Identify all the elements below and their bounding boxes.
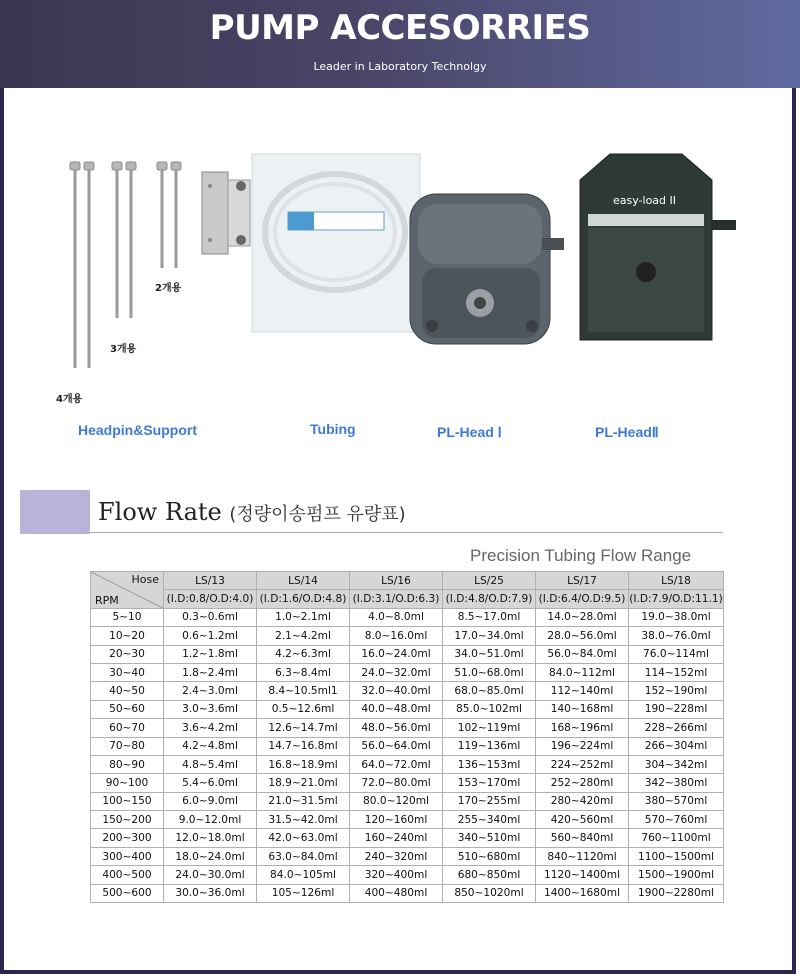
flow-table-subtitle: Precision Tubing Flow Range: [470, 546, 692, 565]
flow-cell: 38.0~76.0ml: [629, 627, 724, 645]
flow-cell: 160~240ml: [350, 829, 443, 847]
flow-cell: 252~280ml: [536, 774, 629, 792]
flow-cell: 56.0~84.0ml: [536, 645, 629, 663]
flow-cell: 76.0~114ml: [629, 645, 724, 663]
flow-cell: 153~170ml: [443, 774, 536, 792]
rpm-cell: 40~50: [91, 682, 164, 700]
flow-cell: 1120~1400ml: [536, 866, 629, 884]
flow-cell: 1900~2280ml: [629, 884, 724, 902]
flow-cell: 510~680ml: [443, 847, 536, 865]
flow-cell: 16.8~18.9ml: [257, 755, 350, 773]
headpin-3-label: 3개용: [110, 344, 137, 355]
table-row: [91, 811, 724, 829]
flow-cell: 380~570ml: [629, 792, 724, 810]
flow-cell: 850~1020ml: [443, 884, 536, 902]
flow-cell: 304~342ml: [629, 755, 724, 773]
flow-cell: 170~255ml: [443, 792, 536, 810]
flow-cell: 114~152ml: [629, 663, 724, 681]
flow-cell: 12.0~18.0ml: [164, 829, 257, 847]
hose-header: LS/17: [536, 572, 629, 590]
flow-rate-heading: [20, 490, 723, 534]
rpm-cell: 500~600: [91, 884, 164, 902]
flow-cell: 8.0~16.0ml: [350, 627, 443, 645]
flow-cell: 80.0~120ml: [350, 792, 443, 810]
flow-cell: 320~400ml: [350, 866, 443, 884]
flow-cell: 0.5~12.6ml: [257, 700, 350, 718]
table-row: [91, 645, 724, 663]
rpm-cell: 80~90: [91, 755, 164, 773]
flow-cell: 21.0~31.5ml: [257, 792, 350, 810]
product-label-tubing: Tubing: [310, 421, 356, 437]
flow-cell: 4.2~6.3ml: [257, 645, 350, 663]
flow-cell: 119~136ml: [443, 737, 536, 755]
dims-header: (I.D:6.4/O.D:9.5): [536, 590, 629, 608]
flow-cell: 18.0~24.0ml: [164, 847, 257, 865]
flow-cell: 136~153ml: [443, 755, 536, 773]
flow-cell: 1.2~1.8ml: [164, 645, 257, 663]
flow-cell: 570~760ml: [629, 811, 724, 829]
flow-cell: 342~380ml: [629, 774, 724, 792]
flow-cell: 224~252ml: [536, 755, 629, 773]
flow-cell: 42.0~63.0ml: [257, 829, 350, 847]
flow-cell: 16.0~24.0ml: [350, 645, 443, 663]
flow-cell: 1.0~2.1ml: [257, 608, 350, 626]
flow-cell: 240~320ml: [350, 847, 443, 865]
table-row: [91, 755, 724, 773]
table-row: [91, 737, 724, 755]
flow-cell: 63.0~84.0ml: [257, 847, 350, 865]
flow-cell: 280~420ml: [536, 792, 629, 810]
headpin-4-label: 4개용: [56, 394, 83, 405]
flow-cell: 680~850ml: [443, 866, 536, 884]
table-row: [91, 829, 724, 847]
flow-cell: 196~224ml: [536, 737, 629, 755]
dims-header: (I.D:7.9/O.D:11.1): [629, 590, 724, 608]
page-title: PUMP ACCESORRIES: [209, 8, 591, 48]
table-row: [91, 700, 724, 718]
flow-cell: 102~119ml: [443, 719, 536, 737]
rpm-cell: 70~80: [91, 737, 164, 755]
flow-cell: 3.6~4.2ml: [164, 719, 257, 737]
flow-cell: 420~560ml: [536, 811, 629, 829]
flow-cell: 6.0~9.0ml: [164, 792, 257, 810]
flow-cell: 1500~1900ml: [629, 866, 724, 884]
flow-cell: 5.4~6.0ml: [164, 774, 257, 792]
flow-cell: 190~228ml: [629, 700, 724, 718]
product-images: [40, 140, 770, 450]
flow-cell: 112~140ml: [536, 682, 629, 700]
pl-head-2-icon: [580, 154, 736, 340]
flow-cell: 4.2~4.8ml: [164, 737, 257, 755]
flow-cell: 12.6~14.7ml: [257, 719, 350, 737]
flow-cell: 0.6~1.2ml: [164, 627, 257, 645]
flow-cell: 24.0~32.0ml: [350, 663, 443, 681]
flow-cell: 19.0~38.0ml: [629, 608, 724, 626]
heading-divider: [90, 532, 723, 533]
table-dims-row: [91, 590, 724, 608]
flow-cell: 760~1100ml: [629, 829, 724, 847]
rpm-cell: 30~40: [91, 663, 164, 681]
hose-header: LS/16: [350, 572, 443, 590]
flow-cell: 84.0~105ml: [257, 866, 350, 884]
table-row: [91, 719, 724, 737]
headpin-2-label: 2개용: [155, 283, 182, 294]
hose-header: LS/25: [443, 572, 536, 590]
hose-header: LS/18: [629, 572, 724, 590]
table-row: [91, 663, 724, 681]
flow-cell: 84.0~112ml: [536, 663, 629, 681]
flow-cell: 2.1~4.2ml: [257, 627, 350, 645]
flow-cell: 28.0~56.0ml: [536, 627, 629, 645]
flow-cell: 400~480ml: [350, 884, 443, 902]
flow-cell: 14.0~28.0ml: [536, 608, 629, 626]
rpm-cell: 300~400: [91, 847, 164, 865]
flow-cell: 266~304ml: [629, 737, 724, 755]
rpm-cell: 5~10: [91, 608, 164, 626]
flow-cell: 2.4~3.0ml: [164, 682, 257, 700]
flow-cell: 340~510ml: [443, 829, 536, 847]
table-row: [91, 608, 724, 626]
hose-header: LS/14: [257, 572, 350, 590]
product-label-pl-head-2: PL-HeadⅡ: [595, 424, 659, 440]
table-row: [91, 847, 724, 865]
heading-swatch: [20, 490, 90, 534]
table-body: [91, 608, 724, 902]
flow-cell: 31.5~42.0ml: [257, 811, 350, 829]
table-header-row: [91, 572, 724, 590]
dims-header: (I.D:3.1/O.D:6.3): [350, 590, 443, 608]
flow-cell: 30.0~36.0ml: [164, 884, 257, 902]
flow-cell: 255~340ml: [443, 811, 536, 829]
flow-cell: 840~1120ml: [536, 847, 629, 865]
rpm-cell: 150~200: [91, 811, 164, 829]
pl-head-1-icon: [410, 194, 564, 344]
flow-cell: 6.3~8.4ml: [257, 663, 350, 681]
flow-cell: 0.3~0.6ml: [164, 608, 257, 626]
dims-header: (I.D:1.6/O.D:4.8): [257, 590, 350, 608]
flow-cell: 228~266ml: [629, 719, 724, 737]
product-label-pl-head-1: PL-Head Ⅰ: [437, 424, 502, 440]
flow-cell: 4.8~5.4ml: [164, 755, 257, 773]
header-corner-cell: [91, 572, 164, 609]
table-row: [91, 792, 724, 810]
flow-cell: 14.7~16.8ml: [257, 737, 350, 755]
flow-cell: 8.4~10.5ml1: [257, 682, 350, 700]
product-label-headpin: Headpin&Support: [78, 422, 197, 438]
flow-rate-title-ko: (정량이송펌프 유량표): [229, 504, 406, 525]
rpm-cell: 20~30: [91, 645, 164, 663]
product-illustrations: [40, 140, 770, 450]
support-bracket-icon: [202, 172, 250, 254]
flow-cell: 48.0~56.0ml: [350, 719, 443, 737]
flow-cell: 3.0~3.6ml: [164, 700, 257, 718]
flow-cell: 1.8~2.4ml: [164, 663, 257, 681]
flow-cell: 168~196ml: [536, 719, 629, 737]
corner-rpm-label: RPM: [95, 593, 119, 607]
flow-cell: 24.0~30.0ml: [164, 866, 257, 884]
table-row: [91, 884, 724, 902]
flow-cell: 85.0~102ml: [443, 700, 536, 718]
flow-cell: 560~840ml: [536, 829, 629, 847]
flow-rate-title-en: Flow Rate: [98, 498, 222, 526]
flow-cell: 9.0~12.0ml: [164, 811, 257, 829]
rpm-cell: 100~150: [91, 792, 164, 810]
flow-cell: 8.5~17.0ml: [443, 608, 536, 626]
rpm-cell: 60~70: [91, 719, 164, 737]
table-row: [91, 627, 724, 645]
page-subtitle: Leader in Laboratory Technolgy: [313, 60, 487, 73]
dims-header: (I.D:4.8/O.D:7.9): [443, 590, 536, 608]
flow-cell: 105~126ml: [257, 884, 350, 902]
rpm-cell: 90~100: [91, 774, 164, 792]
flow-cell: 4.0~8.0ml: [350, 608, 443, 626]
flow-cell: 140~168ml: [536, 700, 629, 718]
rpm-cell: 400~500: [91, 866, 164, 884]
flow-cell: 32.0~40.0ml: [350, 682, 443, 700]
headpin-icon: [70, 162, 181, 368]
flow-rate-table: [90, 571, 724, 903]
flow-cell: 1100~1500ml: [629, 847, 724, 865]
corner-hose-label: Hose: [131, 573, 159, 586]
flow-rate-title: [98, 498, 406, 526]
flow-cell: 18.9~21.0ml: [257, 774, 350, 792]
flow-cell: 1400~1680ml: [536, 884, 629, 902]
flow-cell: 68.0~85.0ml: [443, 682, 536, 700]
dims-header: (I.D:0.8/O.D:4.0): [164, 590, 257, 608]
easy-load-brand: easy-load II: [613, 194, 677, 207]
table-row: [91, 774, 724, 792]
flow-cell: 34.0~51.0ml: [443, 645, 536, 663]
flow-cell: 17.0~34.0ml: [443, 627, 536, 645]
flow-cell: 72.0~80.0ml: [350, 774, 443, 792]
rpm-cell: 200~300: [91, 829, 164, 847]
table-row: [91, 682, 724, 700]
flow-cell: 152~190ml: [629, 682, 724, 700]
rpm-cell: 10~20: [91, 627, 164, 645]
flow-cell: 56.0~64.0ml: [350, 737, 443, 755]
tubing-bag-icon: [252, 154, 420, 332]
hose-header: LS/13: [164, 572, 257, 590]
flow-cell: 120~160ml: [350, 811, 443, 829]
rpm-cell: 50~60: [91, 700, 164, 718]
flow-cell: 51.0~68.0ml: [443, 663, 536, 681]
table-row: [91, 866, 724, 884]
header-banner: [0, 0, 800, 88]
flow-cell: 64.0~72.0ml: [350, 755, 443, 773]
flow-cell: 40.0~48.0ml: [350, 700, 443, 718]
